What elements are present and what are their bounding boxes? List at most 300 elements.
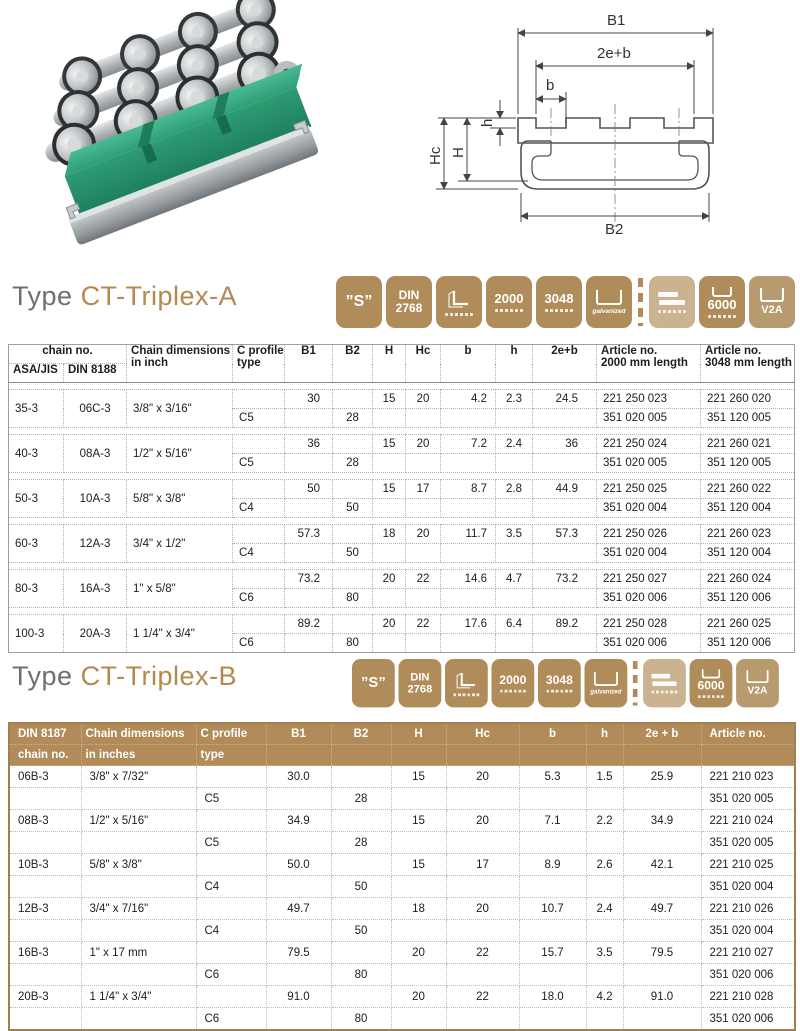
h-value: 2.6 xyxy=(586,854,623,876)
article-3048: 221 260 025 xyxy=(701,615,795,634)
din-number: 2768 xyxy=(407,682,433,696)
b-value: 8.9 xyxy=(519,854,586,876)
empty-cell xyxy=(446,964,519,986)
din-chain-no: 12A-3 xyxy=(64,525,127,563)
empty-header xyxy=(446,745,519,766)
bar-icon xyxy=(658,292,678,297)
col-chain-dimensions-sub: in inches xyxy=(81,745,196,766)
col-din-8188: DIN 8188 xyxy=(64,364,127,383)
empty-cell xyxy=(391,876,446,898)
dim-label-2eb: 2e+b xyxy=(597,45,631,62)
length-6000-label: 6000 xyxy=(707,296,737,312)
empty-cell xyxy=(391,1008,446,1031)
length-6000-label: 6000 xyxy=(697,678,725,693)
empty-cell xyxy=(266,876,331,898)
table-b-header-row2 xyxy=(9,745,795,766)
empty-cell xyxy=(196,810,266,832)
c-profile-type: C6 xyxy=(196,1008,266,1031)
empty-cell xyxy=(586,964,623,986)
empty-cell xyxy=(623,920,701,942)
b-value: 4.2 xyxy=(441,390,496,409)
table-row xyxy=(9,480,795,499)
empty-cell xyxy=(373,589,406,608)
2eb-value: 89.2 xyxy=(533,615,597,634)
empty-cell xyxy=(196,942,266,964)
empty-cell xyxy=(441,454,496,473)
article-no: 221 210 028 xyxy=(701,986,795,1008)
b-value: 17.6 xyxy=(441,615,496,634)
chain-dimensions: 1" x 17 mm xyxy=(81,942,196,964)
b1-value: 79.5 xyxy=(266,942,331,964)
b2-value: 28 xyxy=(333,409,373,428)
empty-cell xyxy=(196,898,266,920)
empty-cell xyxy=(406,409,441,428)
s-quality-label: ”S” xyxy=(345,293,373,310)
empty-cell xyxy=(373,544,406,563)
empty-cell xyxy=(623,964,701,986)
2eb-value: 36 xyxy=(533,435,597,454)
empty-cell xyxy=(391,832,446,854)
empty-header xyxy=(391,745,446,766)
empty-cell xyxy=(533,409,597,428)
asa-chain-no: 60-3 xyxy=(9,525,64,563)
b1-value: 36 xyxy=(285,435,333,454)
u-bracket-icon xyxy=(594,672,618,686)
section-title-ct-triplex-b xyxy=(12,661,237,692)
empty-cell xyxy=(233,390,285,409)
Hc-value: 20 xyxy=(446,766,519,788)
b2-value: 80 xyxy=(331,964,391,986)
col-b2: B2 xyxy=(333,345,373,383)
empty-cell xyxy=(9,1008,81,1031)
dim-label-b: b xyxy=(546,77,555,94)
empty-cell xyxy=(519,876,586,898)
b2-value: 80 xyxy=(331,1008,391,1031)
type-label: Type xyxy=(12,281,73,311)
galvanized-label: galvanized xyxy=(592,307,626,315)
hdr-line: in inch xyxy=(131,357,169,369)
c-profile-type: C6 xyxy=(233,634,285,653)
din-chain-no: 06B-3 xyxy=(9,766,81,788)
b-value: 10.7 xyxy=(519,898,586,920)
b2-value: 50 xyxy=(333,544,373,563)
b-value: 15.7 xyxy=(519,942,586,964)
col-article-2000 xyxy=(597,345,701,383)
empty-cell xyxy=(9,788,81,810)
empty-cell xyxy=(446,788,519,810)
hdr-line: 3048 mm length xyxy=(705,357,792,369)
H-value: 18 xyxy=(373,525,406,544)
table-row xyxy=(9,854,795,876)
article-2000: 221 250 025 xyxy=(597,480,701,499)
article-no: 351 020 004 xyxy=(701,876,795,898)
h-value: 2.8 xyxy=(496,480,533,499)
empty-cell xyxy=(81,964,196,986)
b1-value: 50 xyxy=(285,480,333,499)
hdr-line: C profile xyxy=(237,345,284,357)
empty-cell xyxy=(9,920,81,942)
Hc-value: 20 xyxy=(406,525,441,544)
article-2000: 351 020 006 xyxy=(597,589,701,608)
c-profile-type: C4 xyxy=(233,544,285,563)
badge-separator xyxy=(633,661,638,706)
din-chain-no: 10A-3 xyxy=(64,480,127,518)
table-row xyxy=(9,1008,795,1031)
H-value: 15 xyxy=(391,766,446,788)
badge-galvanized xyxy=(585,659,628,707)
2eb-value: 57.3 xyxy=(533,525,597,544)
empty-cell xyxy=(496,409,533,428)
u-bracket-icon xyxy=(596,290,622,305)
v2a-label: V2A xyxy=(761,304,783,316)
article-3048: 351 120 004 xyxy=(701,544,795,563)
col-article-3048 xyxy=(701,345,795,383)
Hc-value: 22 xyxy=(446,986,519,1008)
empty-header xyxy=(266,745,331,766)
article-no: 351 020 006 xyxy=(701,1008,795,1031)
badge-length-6000 xyxy=(699,276,745,328)
chain-dimensions: 1" x 5/8" xyxy=(127,570,233,608)
c-profile-type: C5 xyxy=(233,454,285,473)
c-profile-type: C4 xyxy=(233,499,285,518)
spacer-row xyxy=(9,428,795,435)
empty-cell xyxy=(196,986,266,1008)
b-value: 5.3 xyxy=(519,766,586,788)
col-chain-dimensions: Chain dimensions xyxy=(81,723,196,745)
col-din-8187: DIN 8187 xyxy=(9,723,81,745)
empty-cell xyxy=(333,390,373,409)
empty-cell xyxy=(81,876,196,898)
empty-cell xyxy=(331,898,391,920)
h-value: 3.5 xyxy=(586,942,623,964)
article-2000: 221 250 027 xyxy=(597,570,701,589)
empty-cell xyxy=(586,832,623,854)
empty-cell xyxy=(623,876,701,898)
badge-galvanized xyxy=(586,276,632,328)
dimension-lines xyxy=(436,28,713,222)
2eb-value: 44.9 xyxy=(533,480,597,499)
fine-print xyxy=(445,313,473,316)
badge-v2a xyxy=(749,276,795,328)
Hc-value: 22 xyxy=(406,570,441,589)
2eb-value: 24.5 xyxy=(533,390,597,409)
empty-cell xyxy=(533,544,597,563)
spacer-cell xyxy=(9,473,795,480)
empty-cell xyxy=(233,435,285,454)
b-value: 14.6 xyxy=(441,570,496,589)
empty-cell xyxy=(333,480,373,499)
col-article: Article no. xyxy=(701,723,795,745)
article-no: 221 210 025 xyxy=(701,854,795,876)
col-Hc: Hc xyxy=(406,345,441,383)
empty-cell xyxy=(285,589,333,608)
empty-cell xyxy=(196,854,266,876)
empty-cell xyxy=(406,634,441,653)
col-b: b xyxy=(519,723,586,745)
badge-s-quality xyxy=(336,276,382,328)
spacer-row xyxy=(9,608,795,615)
article-3048: 351 120 006 xyxy=(701,589,795,608)
2eb-value: 49.7 xyxy=(623,898,701,920)
empty-cell xyxy=(373,409,406,428)
col-din-8187-sub: chain no. xyxy=(9,745,81,766)
v2a-label: V2A xyxy=(747,685,768,697)
h-value: 2.4 xyxy=(496,435,533,454)
empty-cell xyxy=(519,832,586,854)
table-row xyxy=(9,942,795,964)
b1-value: 73.2 xyxy=(285,570,333,589)
Hc-value: 17 xyxy=(446,854,519,876)
empty-cell xyxy=(446,876,519,898)
article-2000: 351 020 005 xyxy=(597,409,701,428)
table-row xyxy=(9,986,795,1008)
empty-cell xyxy=(333,615,373,634)
empty-cell xyxy=(9,876,81,898)
din-label: DIN xyxy=(410,670,430,684)
col-2eb: 2e+b xyxy=(533,345,597,383)
empty-cell xyxy=(81,920,196,942)
b2-value: 28 xyxy=(331,832,391,854)
din-chain-no: 12B-3 xyxy=(9,898,81,920)
b2-value: 50 xyxy=(333,499,373,518)
asa-chain-no: 80-3 xyxy=(9,570,64,608)
article-2000: 351 020 004 xyxy=(597,544,701,563)
table-a-header-row1 xyxy=(9,345,795,364)
empty-header xyxy=(519,745,586,766)
col-c-profile-sub: type xyxy=(196,745,266,766)
table-b-header-row1 xyxy=(9,723,795,745)
empty-cell xyxy=(446,832,519,854)
empty-cell xyxy=(441,634,496,653)
empty-cell xyxy=(285,409,333,428)
length-3048-label: 3048 xyxy=(544,291,574,306)
empty-cell xyxy=(533,634,597,653)
col-chain-no: chain no. xyxy=(9,345,127,364)
empty-cell xyxy=(441,544,496,563)
hdr-line: 2000 mm length xyxy=(601,357,688,369)
article-3048: 221 260 023 xyxy=(701,525,795,544)
table-row xyxy=(9,898,795,920)
c-profile-type: C5 xyxy=(196,788,266,810)
empty-cell xyxy=(406,454,441,473)
h-value: 2.4 xyxy=(586,898,623,920)
col-h: h xyxy=(586,723,623,745)
h-value: 4.7 xyxy=(496,570,533,589)
empty-cell xyxy=(9,964,81,986)
article-3048: 351 120 005 xyxy=(701,454,795,473)
fine-print xyxy=(546,690,572,693)
chain-dimensions: 3/8" x 7/32" xyxy=(81,766,196,788)
galvanized-label: galvanized xyxy=(590,688,622,695)
article-no: 221 210 026 xyxy=(701,898,795,920)
model-name: CT-Triplex-B xyxy=(80,661,238,691)
col-b2: B2 xyxy=(331,723,391,745)
chain-dimensions: 3/4" x 7/16" xyxy=(81,898,196,920)
empty-cell xyxy=(266,920,331,942)
H-value: 15 xyxy=(391,854,446,876)
fine-print xyxy=(545,309,573,312)
h-value: 6.4 xyxy=(496,615,533,634)
H-value: 18 xyxy=(391,898,446,920)
2eb-value: 73.2 xyxy=(533,570,597,589)
empty-cell xyxy=(586,920,623,942)
c-profile-type: C4 xyxy=(196,920,266,942)
empty-cell xyxy=(373,454,406,473)
badge-din-2768 xyxy=(399,659,442,707)
Hc-value: 20 xyxy=(406,435,441,454)
col-c-profile-type xyxy=(233,345,285,383)
c-profile-icon xyxy=(454,670,478,690)
empty-cell xyxy=(533,454,597,473)
dim-label-b2: B2 xyxy=(605,221,624,238)
empty-cell xyxy=(285,544,333,563)
article-no: 221 210 023 xyxy=(701,766,795,788)
asa-chain-no: 50-3 xyxy=(9,480,64,518)
article-3048: 351 120 004 xyxy=(701,499,795,518)
dim-label-b1: B1 xyxy=(607,12,626,29)
din-chain-no: 16A-3 xyxy=(64,570,127,608)
article-no: 351 020 006 xyxy=(701,964,795,986)
c-profile-type: C6 xyxy=(196,964,266,986)
article-2000: 221 250 028 xyxy=(597,615,701,634)
empty-cell xyxy=(496,634,533,653)
spacer-row xyxy=(9,383,795,390)
col-H: H xyxy=(391,723,446,745)
c-profile-type: C6 xyxy=(233,589,285,608)
empty-cell xyxy=(441,409,496,428)
length-2000-label: 2000 xyxy=(494,291,524,306)
spacer-cell xyxy=(9,383,795,390)
chain-dimensions: 3/4" x 1/2" xyxy=(127,525,233,563)
2eb-value: 34.9 xyxy=(623,810,701,832)
empty-cell xyxy=(331,766,391,788)
article-2000: 221 250 023 xyxy=(597,390,701,409)
din-chain-no: 08A-3 xyxy=(64,435,127,473)
spacer-row xyxy=(9,518,795,525)
empty-cell xyxy=(519,788,586,810)
h-value: 3.5 xyxy=(496,525,533,544)
Hc-value: 22 xyxy=(446,942,519,964)
chain-dimensions: 1/2" x 5/16" xyxy=(127,435,233,473)
article-no: 221 210 024 xyxy=(701,810,795,832)
b1-value: 89.2 xyxy=(285,615,333,634)
model-name: CT-Triplex-A xyxy=(80,281,238,311)
din-chain-no: 10B-3 xyxy=(9,854,81,876)
article-no: 221 210 027 xyxy=(701,942,795,964)
empty-cell xyxy=(233,615,285,634)
empty-cell xyxy=(81,788,196,810)
fine-print xyxy=(658,310,686,313)
empty-cell xyxy=(519,964,586,986)
article-no: 351 020 004 xyxy=(701,920,795,942)
dim-label-H: H xyxy=(450,147,467,158)
feature-badges-a xyxy=(336,276,795,328)
dim-label-Hc: Hc xyxy=(427,146,444,165)
b2-value: 80 xyxy=(333,634,373,653)
dim-label-h: h xyxy=(479,118,496,127)
empty-cell xyxy=(9,832,81,854)
empty-cell xyxy=(81,1008,196,1031)
article-2000: 221 250 026 xyxy=(597,525,701,544)
b1-value: 91.0 xyxy=(266,986,331,1008)
badge-v2a xyxy=(736,659,779,707)
Hc-value: 20 xyxy=(446,898,519,920)
chain-guide-assembly xyxy=(15,0,334,246)
badge-s-quality xyxy=(352,659,395,707)
2eb-value: 91.0 xyxy=(623,986,701,1008)
H-value: 20 xyxy=(391,986,446,1008)
empty-header xyxy=(623,745,701,766)
table-row xyxy=(9,615,795,634)
empty-cell xyxy=(333,525,373,544)
c-profile-type: C5 xyxy=(196,832,266,854)
2eb-value: 42.1 xyxy=(623,854,701,876)
table-row xyxy=(9,876,795,898)
empty-cell xyxy=(586,876,623,898)
empty-cell xyxy=(496,544,533,563)
col-2eb: 2e + b xyxy=(623,723,701,745)
hdr-line: Article no. xyxy=(601,345,658,357)
col-h: h xyxy=(496,345,533,383)
empty-cell xyxy=(586,788,623,810)
table-row xyxy=(9,788,795,810)
Hc-value: 17 xyxy=(406,480,441,499)
h-value: 2.2 xyxy=(586,810,623,832)
article-2000: 221 250 024 xyxy=(597,435,701,454)
empty-cell xyxy=(441,589,496,608)
length-2000-label: 2000 xyxy=(499,672,527,687)
empty-cell xyxy=(623,1008,701,1031)
empty-cell xyxy=(233,525,285,544)
table-row xyxy=(9,810,795,832)
H-value: 15 xyxy=(391,810,446,832)
col-c-profile: C profile xyxy=(196,723,266,745)
empty-cell xyxy=(496,589,533,608)
badge-length-2000 xyxy=(486,276,532,328)
b2-value: 50 xyxy=(331,876,391,898)
chain-dimensions: 5/8" x 3/8" xyxy=(127,480,233,518)
hdr-line: Chain dimensions xyxy=(131,345,231,357)
empty-cell xyxy=(285,454,333,473)
empty-cell xyxy=(233,480,285,499)
b-value: 18.0 xyxy=(519,986,586,1008)
table-row xyxy=(9,435,795,454)
asa-chain-no: 40-3 xyxy=(9,435,64,473)
b2-value: 28 xyxy=(331,788,391,810)
ct-triplex-b-table xyxy=(8,722,796,1031)
spacer-row xyxy=(9,473,795,480)
u-bracket-icon xyxy=(712,287,732,297)
din-number: 2768 xyxy=(395,301,423,315)
din-chain-no: 16B-3 xyxy=(9,942,81,964)
Hc-value: 20 xyxy=(406,390,441,409)
fine-print xyxy=(708,315,736,318)
b2-value: 50 xyxy=(331,920,391,942)
b-value: 8.7 xyxy=(441,480,496,499)
empty-cell xyxy=(623,788,701,810)
empty-cell xyxy=(266,1008,331,1031)
empty-cell xyxy=(81,832,196,854)
badge-length-2000 xyxy=(492,659,535,707)
article-3048: 221 260 024 xyxy=(701,570,795,589)
H-value: 20 xyxy=(373,570,406,589)
u-bracket-icon xyxy=(746,670,768,683)
col-asa-jis: ASA/JIS xyxy=(9,364,64,383)
din-chain-no: 06C-3 xyxy=(64,390,127,428)
empty-cell xyxy=(285,499,333,518)
H-value: 15 xyxy=(373,480,406,499)
empty-cell xyxy=(446,920,519,942)
